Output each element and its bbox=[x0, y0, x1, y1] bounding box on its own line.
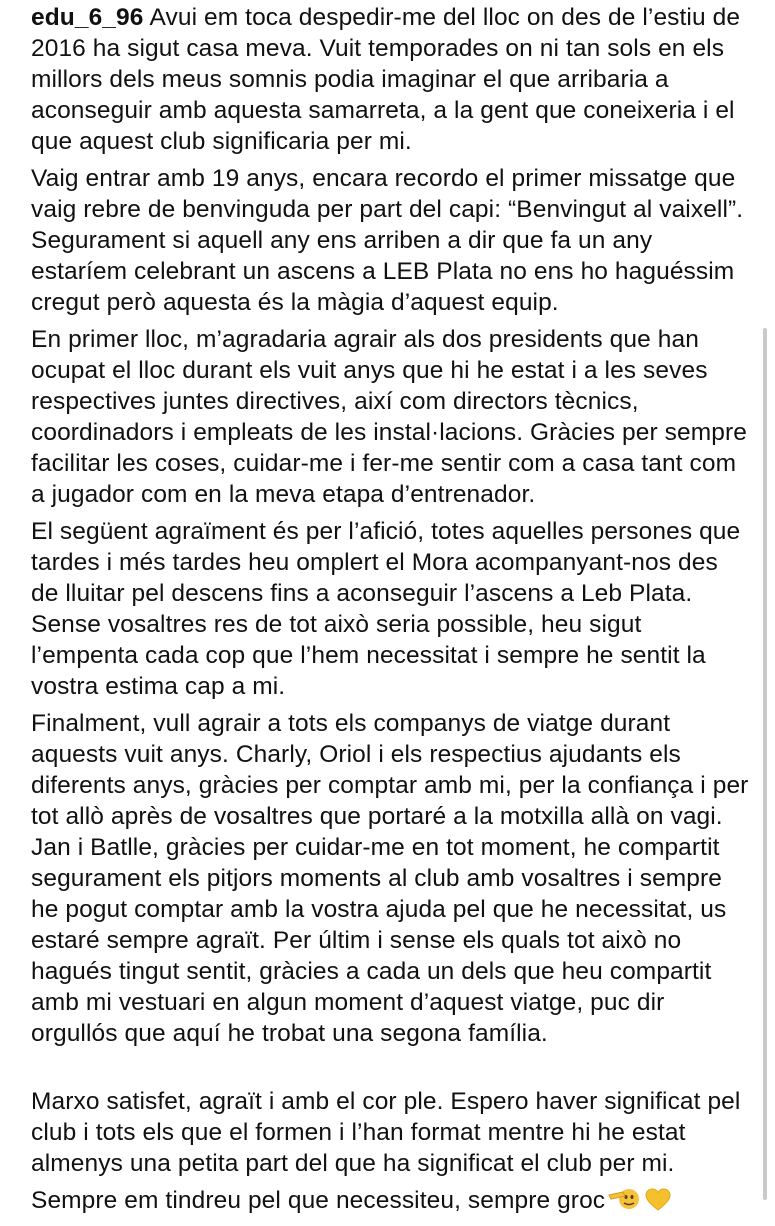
post-caption bbox=[31, 2, 751, 1226]
caption-text: Avui em toca despedir-me del lloc on des de l’estiu de 2016 ha sigut casa meva. Vuit temporades on ni tan sols en els millors dels meus somnis podia imaginar el que arribaria a aconseguir amb aquesta samarreta, a la gent que coneixeria i el que aquest club significaria per mi. bbox=[31, 4, 741, 155]
caption-paragraph-2: Vaig entrar amb 19 anys, encara recordo el primer missatge que vaig rebre de benvinguda per part del capi: “Benvingut al vaixell”. Segurament si aquell any ens arriben a dir que fa un any estaríem celebrant un ascens a LEB Plata no ens ho haguéssim cregut però aquesta és la màgia d’aquest equip. bbox=[31, 165, 744, 316]
scrollbar[interactable] bbox=[763, 328, 767, 1200]
caption-paragraph-5: Finalment, vull agrair a tots els companys de viatge durant aquests vuit anys. Charly, Oriol i els respectius ajudants els diferents anys, gràcies per comptar amb mi, per la confiança i per tot allò après de vosaltres que portaré a la motxilla allà on vagi. Jan i Batlle, gràcies per cuidar-me en tot moment, he compartit segurament els pitjors moments al club amb vosaltres i sempre he pogut comptar amb la vostra ajuda pel que he necessitat, us estaré sempre agraït. Per últim i sense els quals tot això no hagués tingut sentit, gràcies a cada un dels que heu compartit amb mi vestuari en algun moment d’aquest viatge, puc dir orgullós que aquí he trobat una segona família. bbox=[31, 710, 749, 1047]
closing-text: Sempre em tindreu pel que necessiteu, sempre groc bbox=[31, 1187, 606, 1214]
caption-paragraph-6: Marxo satisfet, agraït i amb el cor ple. Espero haver significat pel club i tots els que el formen i l’han format mentre hi he estat almenys una petita part del que ha significat el club per mi. bbox=[31, 1088, 741, 1177]
saluting-face-icon bbox=[607, 1186, 643, 1220]
caption-closing bbox=[31, 1185, 751, 1220]
caption-paragraph-3: En primer lloc, m’agradaria agrair als dos presidents que han ocupat el lloc durant els vuit anys que hi he estat i a les seves respectives juntes directives, així com directors tècnics, coordinadors i empleats de les instal·lacions. Gràcies per sempre facilitar les coses, cuidar-me i fer-me sentir com a casa tant com a jugador com en la meva etapa d’entrenador. bbox=[31, 326, 747, 508]
caption-paragraph-1 bbox=[31, 2, 751, 157]
username-link[interactable]: edu_6_96 bbox=[31, 4, 144, 31]
caption-paragraph-4: El següent agraïment és per l’afició, totes aquelles persones que tardes i més tardes heu omplert el Mora acompanyant-nos des de lluitar pel descens fins a aconseguir l’ascens a Leb Plata. Sense vosaltres res de tot això seria possible, heu sigut l’empenta cada cop que l’hem necessitat i sempre he sentit la vostra estima cap a mi. bbox=[31, 518, 741, 700]
yellow-heart-icon bbox=[645, 1188, 671, 1220]
